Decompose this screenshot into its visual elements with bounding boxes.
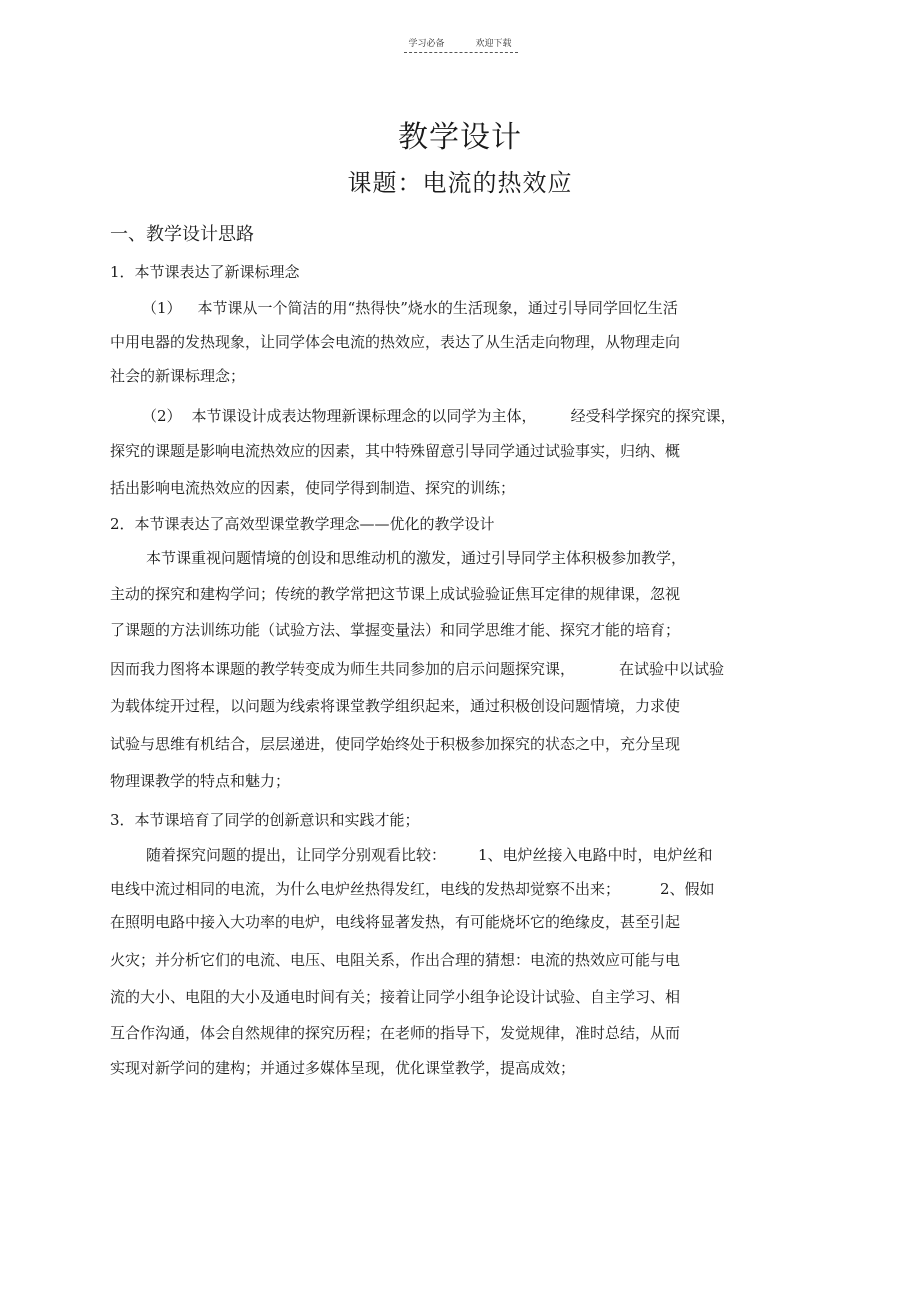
point3-line1-text-a: 随着探究问题的提出，让同学分别观看比较： — [146, 846, 447, 864]
point3-line4: 火灾；并分析它们的电流、电压、电阻关系，作出合理的猜想：电流的热效应可能与电 — [110, 951, 681, 969]
point1-para2-text-b: 经受科学探究的探究课， — [570, 407, 736, 425]
point2-line3: 了课题的方法训练功能（试验方法、掌握变量法）和同学思维才能、探究才能的培育； — [110, 621, 681, 639]
section-heading: 一、教学设计思路 — [110, 224, 254, 245]
point3-heading: 3．本节课培育了同学的创新意识和实践才能； — [110, 811, 420, 829]
point2-line5: 为载体绽开过程，以问题为线索将课堂教学组织起来，通过积极创设问题情境，力求使 — [110, 697, 681, 715]
point3-line2 — [110, 879, 715, 899]
point1-para2-text-a: 本节课设计成表达物理新课标理念的以同学为主体， — [191, 407, 537, 425]
point1-para2-line1 — [142, 406, 736, 426]
point1-para2-line3: 括出影响电流热效应的因素，使同学得到制造、探究的训练； — [110, 479, 516, 497]
point3-line3: 在照明电路中接入大功率的电炉，电线将显著发热，有可能烧坏它的绝缘皮，甚至引起 — [110, 913, 681, 931]
point2-line2: 主动的探究和建构学问；传统的教学常把这节课上成试验验证焦耳定律的规律课，忽视 — [110, 585, 681, 603]
document-subtitle: 课题：电流的热效应 — [347, 169, 573, 197]
point3-line1 — [146, 845, 713, 865]
header-left-text: 学习必备 — [408, 39, 445, 49]
point1-para1-line3: 社会的新课标理念； — [110, 367, 246, 385]
point2-line4-text-b: 在试验中以试验 — [619, 660, 725, 678]
point1-para2-line2: 探究的课题是影响电流热效应的因素，其中特殊留意引导同学通过试验事实，归纳、概 — [110, 442, 681, 460]
point3-line2-text-b: 2、假如 — [660, 880, 715, 898]
page-header — [0, 36, 920, 49]
point3-line6: 互合作沟通，体会自然规律的探究历程；在老师的指导下，发觉规律，准时总结，从而 — [110, 1024, 681, 1042]
point2-line4 — [110, 659, 724, 679]
point3-line7: 实现对新学问的建构；并通过多媒体呈现，优化课堂教学，提高成效； — [110, 1059, 576, 1077]
point2-line6: 试验与思维有机结合，层层递进，使同学始终处于积极参加探究的状态之中，充分呈现 — [110, 735, 681, 753]
point2-line1: 本节课重视问题情境的创设和思维动机的激发，通过引导同学主体积极参加教学， — [146, 549, 687, 567]
point2-heading: 2．本节课表达了高效型课堂教学理念——优化的教学设计 — [110, 515, 495, 533]
header-divider — [404, 52, 518, 53]
point1-para1-line1 — [142, 298, 678, 318]
point1-para1-text: 本节课从一个简洁的用“热得快”烧水的生活现象，通过引导同学回忆生活 — [197, 299, 678, 317]
point2-line7: 物理课教学的特点和魅力； — [110, 772, 291, 790]
point1-heading: 1．本节课表达了新课标理念 — [110, 263, 300, 281]
point3-line2-text-a: 电线中流过相同的电流，为什么电炉丝热得发红，电线的发热却觉察不出来； — [110, 880, 621, 898]
point1-para2-number: （2） — [142, 407, 182, 425]
point3-line5: 流的大小、电阻的大小及通电时间有关；接着让同学小组争论设计试验、自主学习、相 — [110, 988, 681, 1006]
point1-para1-number: （1） — [142, 299, 182, 317]
point1-para1-line2: 中用电器的发热现象，让同学体会电流的热效应，表达了从生活走向物理，从物理走向 — [110, 333, 681, 351]
point3-line1-text-b: 1、电炉丝接入电路中时，电炉丝和 — [478, 846, 713, 864]
document-title: 教学设计 — [398, 120, 522, 155]
point2-line4-text-a: 因而我力图将本课题的教学转变成为师生共同参加的启示问题探究课， — [110, 660, 576, 678]
header-right-text: 欢迎下载 — [475, 39, 512, 49]
